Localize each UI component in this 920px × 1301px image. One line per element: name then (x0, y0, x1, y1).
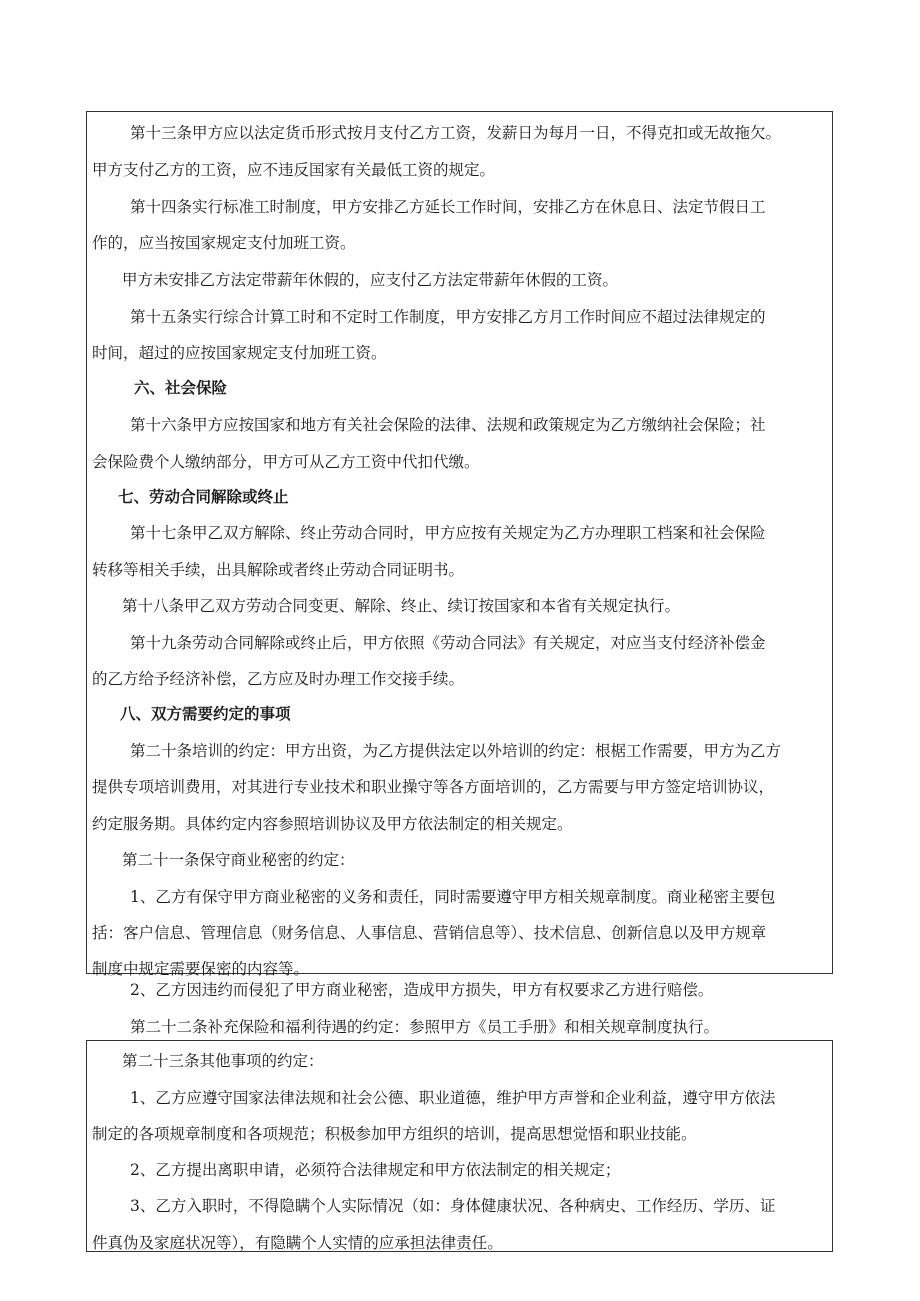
article-22-line: 第二十二条补充保险和福利待遇的约定：参照甲方《员工手册》和相关规章制度执行。 (130, 1018, 720, 1036)
article-14-line-1: 第十四条实行标准工时制度，甲方安排乙方延长工作时间，安排乙方在休息日、法定节假日工 (130, 198, 766, 216)
article-16-line-2: 会保险费个人缴纳部分，甲方可从乙方工资中代扣代缴。 (92, 453, 480, 471)
article-23-item-2-line: 2、乙方提出离职申请，必须符合法律规定和甲方依法制定的相关规定； (130, 1161, 621, 1179)
article-13-line-1: 第十三条甲方应以法定货币形式按月支付乙方工资，发薪日为每月一日，不得克扣或无故拖欠。 (130, 124, 782, 142)
article-13-line-2: 甲方支付乙方的工资，应不违反国家有关最低工资的规定。 (92, 161, 496, 179)
article-20-line-2: 提供专项培训费用，对其进行专业技术和职业操守等各方面培训的，乙方需要与甲方签定培训协议， (92, 778, 775, 796)
article-15-line-1: 第十五条实行综合计算工时和不定时工作制度，甲方安排乙方月工作时间应不超过法律规定的 (130, 308, 766, 326)
article-15-line-2: 时间，超过的应按国家规定支付加班工资。 (92, 344, 387, 362)
article-21-item-1-line-2: 括：客户信息、管理信息（财务信息、人事信息、营销信息等）、技术信息、创新信息以及甲方规章 (92, 924, 767, 942)
article-19-line-1: 第十九条劳动合同解除或终止后，甲方依照《劳动合同法》有关规定，对应当支付经济补偿金 (130, 634, 766, 652)
article-23-item-1-line-2: 制定的各项规章制度和各项规范；积极参加甲方组织的培训，提高思想觉悟和职业技能。 (92, 1125, 697, 1143)
article-14-line-2: 作的，应当按国家规定支付加班工资。 (92, 234, 356, 252)
annual-leave-line: 甲方未安排乙方法定带薪年休假的，应支付乙方法定带薪年休假的工资。 (122, 271, 619, 289)
article-23-item-1-line-1: 1、乙方应遵守国家法律法规和社会公德、职业道德，维护甲方声誉和企业利益，遵守甲方依法 (130, 1089, 776, 1107)
article-21-item-1-line-1: 1、乙方有保守甲方商业秘密的义务和责任，同时需要遵守甲方相关规章制度。商业秘密主要包 (130, 888, 776, 906)
article-19-line-2: 的乙方给予经济补偿，乙方应及时办理工作交接手续。 (92, 670, 465, 688)
article-20-line-1: 第二十条培训的约定：甲方出资，为乙方提供法定以外培训的约定：根椐工作需要，甲方为乙方 (130, 742, 782, 760)
article-21-item-2-line: 2、乙方因违约而侵犯了甲方商业秘密，造成甲方损失，甲方有权要求乙方进行赔偿。 (130, 981, 714, 999)
article-21-item-1-line-3: 制度中规定需要保密的内容等。 (92, 960, 310, 978)
article-18-line: 第十八条甲乙双方劳动合同变更、解除、终止、续订按国家和本省有关规定执行。 (122, 597, 681, 615)
article-23-item-3-line-1: 3、乙方入职时，不得隐瞒个人实际情况（如：身体健康状况、各种病史、工作经历、学历、证 (130, 1197, 776, 1215)
article-20-line-3: 约定服务期。具体约定内容参照培训协议及甲方依法制定的相关规定。 (92, 815, 573, 833)
article-16-line-1: 第十六条甲方应按国家和地方有关社会保险的法律、法规和政策规定为乙方缴纳社会保险；社 (130, 416, 766, 434)
article-17-line-1: 第十七条甲乙双方解除、终止劳动合同时，甲方应按有关规定为乙方办理职工档案和社会保险 (130, 524, 766, 542)
article-23-heading: 第二十三条其他事项的约定： (122, 1052, 324, 1070)
article-21-heading: 第二十一条保守商业秘密的约定： (122, 851, 355, 869)
section-7-heading: 七、劳动合同解除或终止 (118, 488, 289, 506)
article-17-line-2: 转移等相关手续，出具解除或者终止劳动合同证明书。 (92, 561, 465, 579)
section-6-heading: 六、社会保险 (134, 379, 228, 397)
contract-table-box-2 (86, 1040, 833, 1252)
article-23-item-3-line-2: 件真伪及家庭状况等），有隐瞒个人实情的应承担法律责任。 (92, 1234, 503, 1252)
section-8-heading: 八、双方需要约定的事项 (120, 705, 291, 723)
